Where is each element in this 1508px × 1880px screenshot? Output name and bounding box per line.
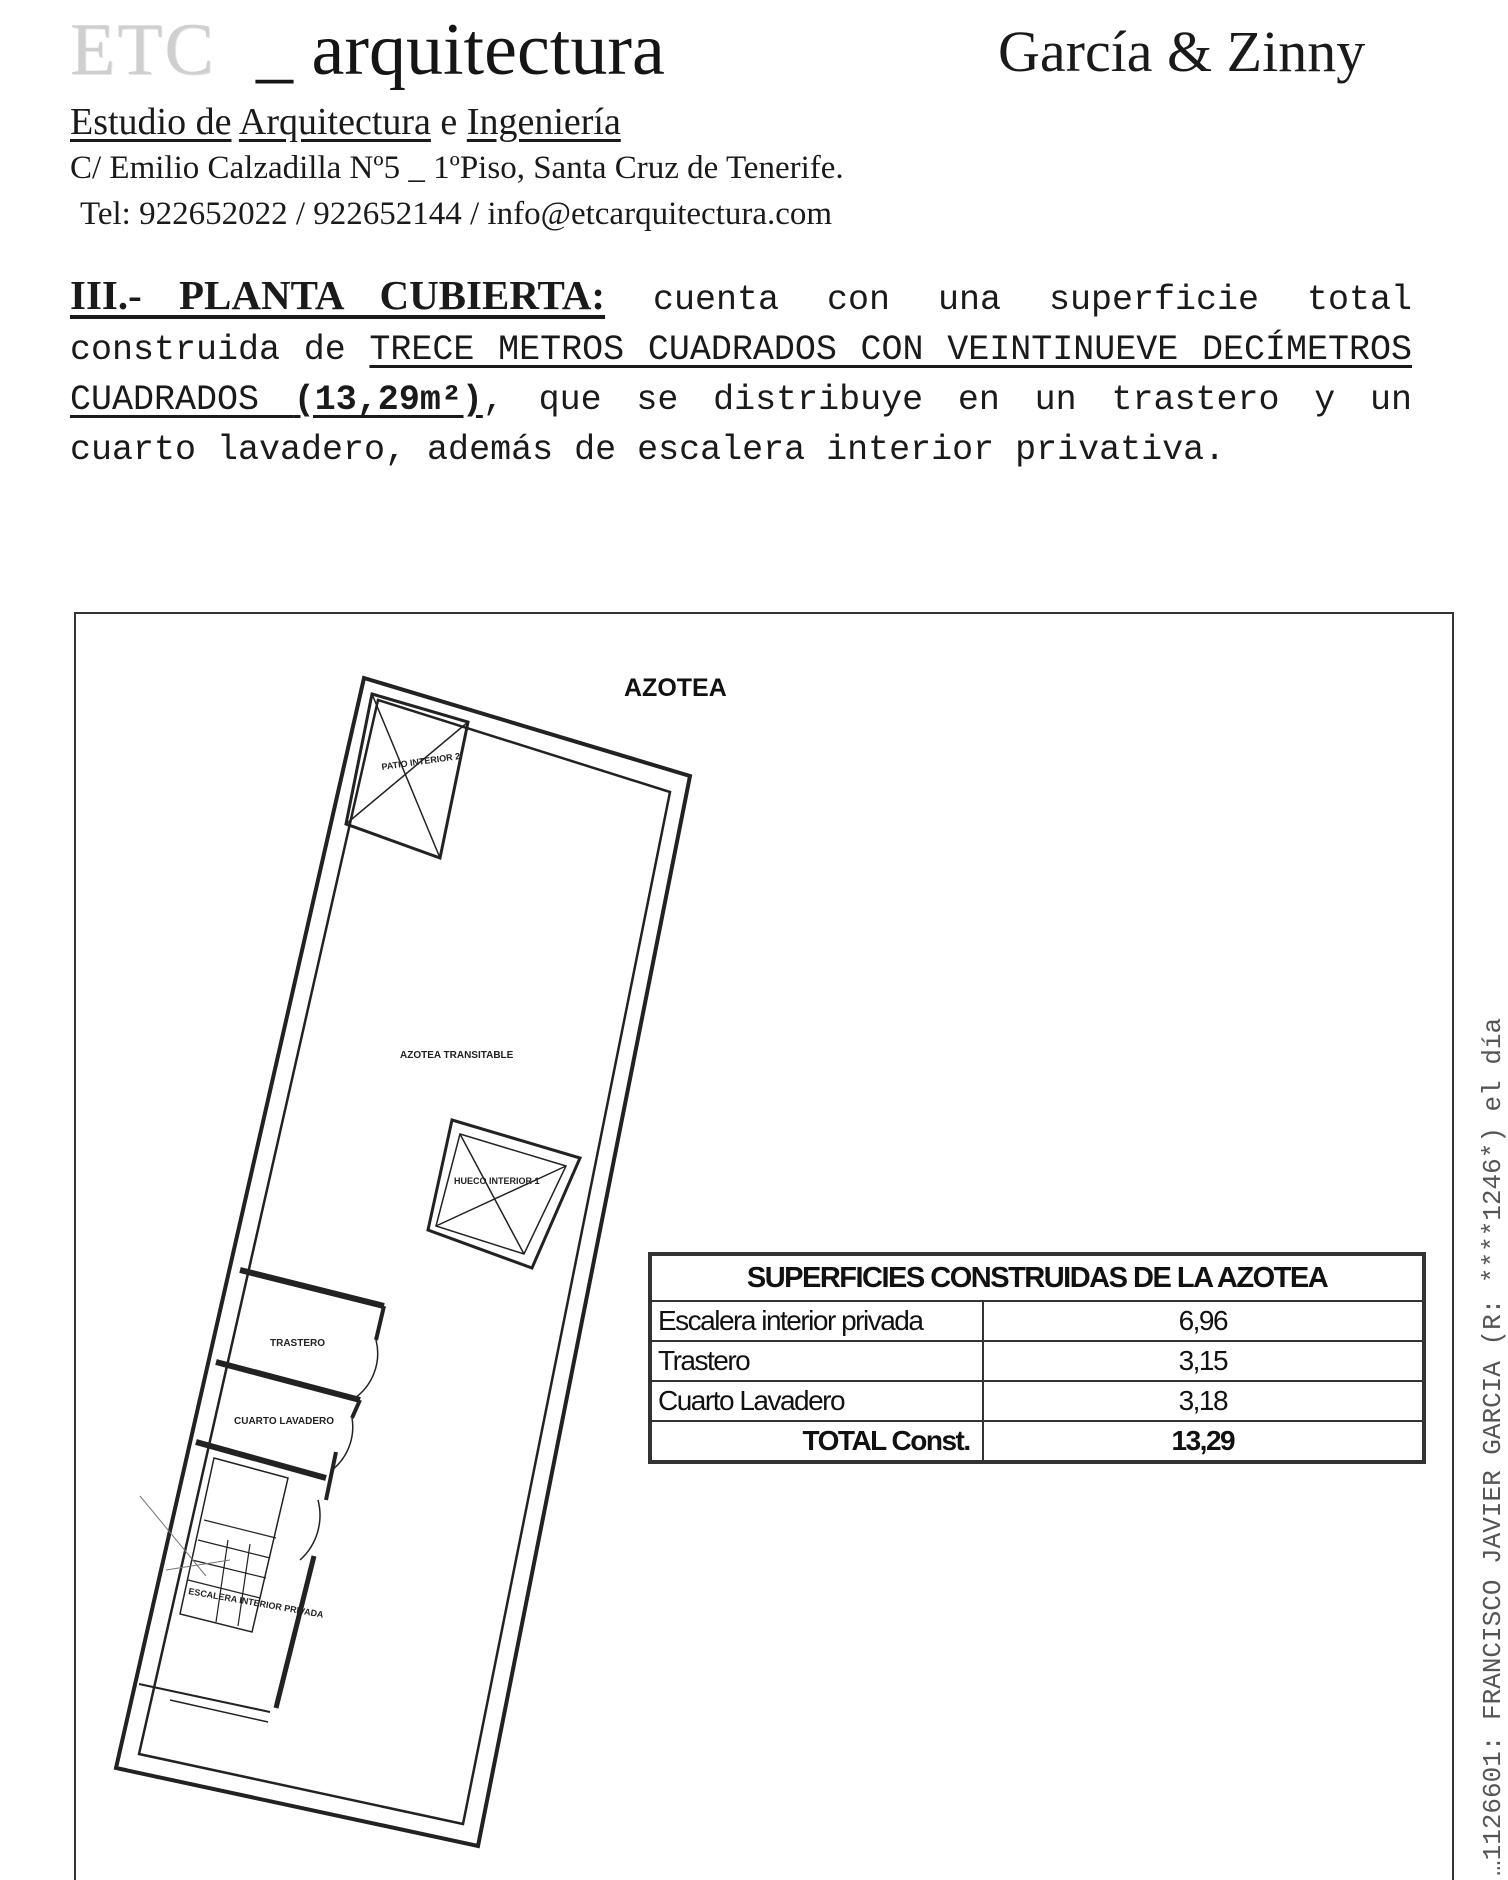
label-hueco-1: HUECO INTERIOR 1 — [454, 1176, 540, 1186]
label-azotea-transitable: AZOTEA TRANSITABLE — [400, 1050, 514, 1061]
logo-arquitectura: _ arquitectura — [256, 9, 665, 91]
total-label: TOTAL Const. — [650, 1421, 983, 1462]
studio-word-4: Ingeniería — [466, 101, 621, 143]
studio-word-2: Arquitectura — [238, 101, 431, 143]
table-row-total — [650, 1421, 1424, 1462]
partition-trastero-top — [240, 1270, 384, 1306]
door-arc-trastero — [352, 1340, 378, 1400]
contact-line: Tel: 922652022 / 922652144 / info@etcarquitectura.com — [80, 196, 833, 232]
patio-2-outline — [346, 694, 468, 858]
label-trastero: TRASTERO — [270, 1338, 325, 1349]
section-text-1: cuenta con una superficie total construida de — [70, 280, 1412, 370]
section-text-2: , que se distribuye en un trastero y un cuarto lavadero, además de escalera interior privativa. — [70, 380, 1412, 470]
partition-cuarto-right — [326, 1452, 336, 1500]
table-row — [650, 1341, 1424, 1381]
row-value: 3,18 — [983, 1381, 1424, 1421]
section-heading: III.- PLANTA CUBIERTA: — [70, 272, 606, 318]
inner-wall-outline — [139, 700, 670, 1824]
patio-2-cross-1 — [372, 694, 440, 858]
outer-wall-outline — [116, 678, 690, 1846]
area-words: TRECE METROS CUADRADOS CON VEINTINUEVE DECÍMETROS CUADRADOS — [70, 330, 1412, 420]
partners-name: García & Zinny — [998, 19, 1366, 84]
label-escalera: ESCALERA INTERIOR PRIVADA — [187, 1586, 325, 1620]
plan-title: AZOTEA — [624, 674, 727, 702]
table-row — [650, 1301, 1424, 1341]
studio-word-1: Estudio de — [70, 101, 232, 143]
hueco-1-cross-2 — [436, 1166, 566, 1226]
row-value: 3,15 — [983, 1341, 1424, 1381]
surfaces-table — [648, 1252, 1426, 1464]
label-cuarto-lavadero: CUARTO LAVADERO — [234, 1416, 334, 1427]
row-value: 6,96 — [983, 1301, 1424, 1341]
partition-trastero-stub — [352, 1400, 360, 1418]
surfaces-table-header — [650, 1254, 1424, 1301]
area-value: (13,29m²) — [293, 380, 483, 420]
door-arc-escalera — [300, 1500, 320, 1560]
table-row — [650, 1381, 1424, 1421]
label-patio-2: PATIO INTERIOR 2 — [380, 751, 461, 772]
row-label: Cuarto Lavadero — [650, 1381, 983, 1421]
partition-trastero-right — [376, 1306, 384, 1340]
total-value: 13,29 — [983, 1421, 1424, 1462]
row-label: Trastero — [650, 1341, 983, 1381]
partition-escalera-right — [276, 1556, 314, 1708]
address-line: C/ Emilio Calzadilla Nº5 _ 1ºPiso, Santa Cruz de Tenerife. — [70, 150, 844, 186]
partition-trastero-bottom — [216, 1362, 360, 1400]
studio-word-3: e — [440, 101, 458, 143]
margin-signature-note: …1126601: FRANCISCO JAVIER GARCIA (R: ****1246*) el día — [1478, 1017, 1508, 1876]
surfaces-table-title: SUPERFICIES CONSTRUIDAS DE LA AZOTEA — [650, 1254, 1424, 1301]
partition-cuarto-bottom — [196, 1442, 326, 1478]
row-label: Escalera interior privada — [650, 1301, 983, 1341]
logo-etc: ETC — [70, 9, 216, 91]
